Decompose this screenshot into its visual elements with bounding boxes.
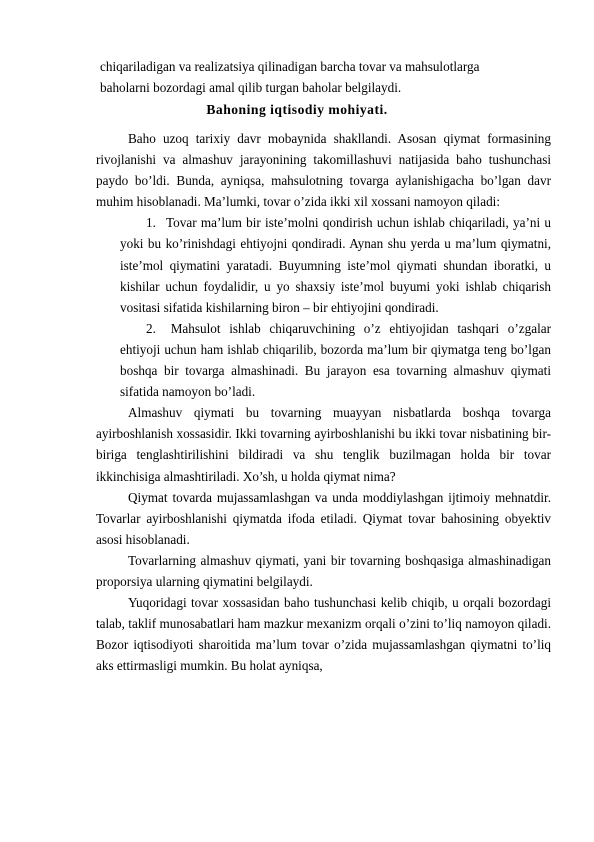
list-item-text: Tovar ma’lum bir iste’molni qondirish uchun ishlab chiqariladi, ya’ni u yoki bu ko’rinishdagi ehtiyojni qondiradi. Aynan shu yerda u ma’lum qiymatni, iste’mol qiymatini yaratadi. Buyumning iste’mol qiymati shundan iboratki, u kishilar uchun foydalidir, u yo shaxsiy iste’mol buyumi yoki ishlab chiqarish vositasi sifatida kishilarning biron – bir ehtiyojini qondiradi.: [120, 215, 552, 315]
paragraph-2: Almashuv qiymati bu tovarning muayyan nisbatlarda boshqa tovarga ayirboshlanish xossasidir. Ikki tovarning ayirboshlanishi bu ikki tovar nisbatining bir-biriga tenglashtirilishini bildiradi va shu tenglik buzilmagan holda bir tovar ikkinchisiga almashtiriladi. Xo’sh, u holda qiymat nima?: [96, 405, 551, 484]
paragraph-3: Qiymat tovarda mujassamlashgan va unda moddiylashgan ijtimoiy mehnatdir. Tovarlar ayirboshlanishi qiymatda ifoda etiladi. Qiymat tovar bahosining obyektiv asosi hisoblanadi.: [96, 489, 551, 547]
body-text: [96, 128, 551, 676]
list-item-number: 2.: [146, 320, 156, 336]
section-heading: Bahoning iqtisodiy mohiyati.: [206, 102, 388, 117]
numbered-list: [96, 212, 551, 402]
list-item: [120, 318, 551, 402]
intro-line-1: chiqariladigan va realizatsiya qilinadigan barcha tovar va mahsulotlarga: [100, 59, 480, 74]
list-item: [120, 212, 551, 317]
paragraph-5: Yuqoridagi tovar xossasidan baho tushunchasi kelib chiqib, u orqali bozordagi talab, taklif munosabatlari ham mazkur mexanizm orqali o’zini to’liq namoyon qiladi. Bozor iqtisodiyoti sharoitida ma’lum tovar o’zida mujassamlashgan qiymatni to’liq aks ettirmasligi mumkin. Bu holat ayniqsa,: [96, 595, 551, 674]
paragraph-4: Tovarlarning almashuv qiymati, yani bir tovarning boshqasiga almashinadigan proporsiya ularning qiymatini belgilaydi.: [96, 552, 551, 589]
list-item-text: Mahsulot ishlab chiqaruvchining o’z ehtiyojidan tashqari o’zgalar ehtiyoji uchun ham ishlab chiqarilib, bozorda ma’lum bir qiymatga teng bo’lgan boshqa bir tovarga almashinadi. Bu jarayon esa tovarning almashuv qiymati sifatida namoyon bo’ladi.: [120, 320, 552, 400]
list-item-number: 1.: [146, 215, 156, 231]
paragraph-1: Baho uzoq tarixiy davr mobaynida shakllandi. Asosan qiymat formasining rivojlanishi va almashuv jarayonining takomillashuvi natijasida baho tushunchasi paydo bo’ldi. Bunda, ayniqsa, mahsulotning tovarga aylanishigacha bo’lgan davr muhim hisoblanadi. Ma’lumki, tovar o’zida ikki xil xossani namoyon qiladi:: [96, 131, 551, 210]
intro-line-2: baholarni bozordagi amal qilib turgan baholar belgilaydi.: [100, 80, 402, 95]
intro-text: [100, 56, 540, 98]
